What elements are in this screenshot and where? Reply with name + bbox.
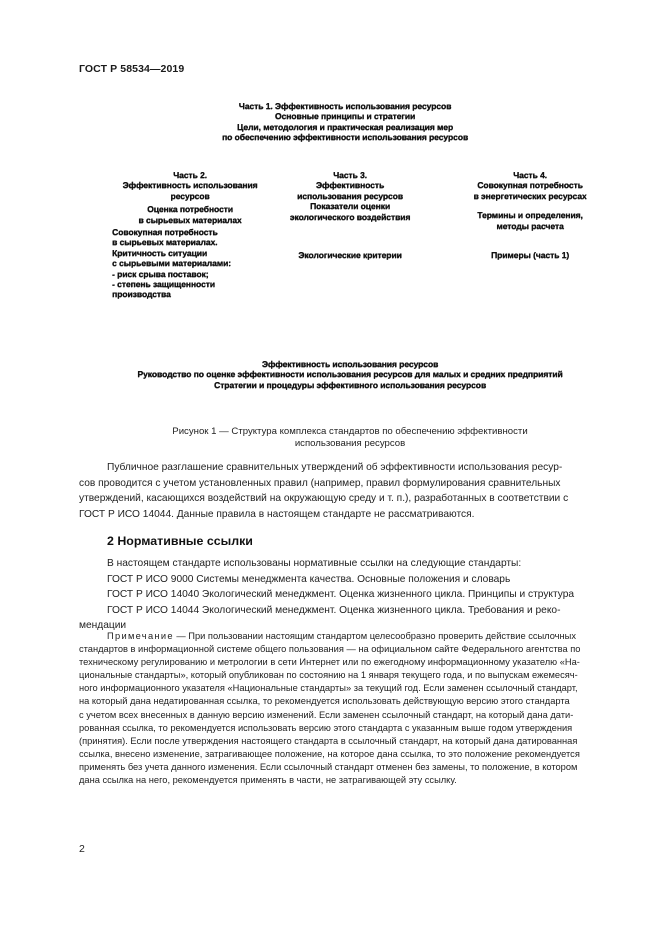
diagram-text-line: Оценка потребности <box>147 204 233 215</box>
diagram-part1-block <box>180 101 510 143</box>
note-line: техническому регулированию и метрологии в сети Интернет или по ежегодному информационному указателю «На- <box>79 657 580 668</box>
diagram-part3-block <box>265 170 435 222</box>
note-line: на который дана недатированная ссылка, то рекомендуется использовать действующую версию этого стандарта <box>79 696 570 707</box>
caption-line: Рисунок 1 — Структура комплекса стандартов по обеспечению эффективности <box>172 426 528 437</box>
diagram-text-line: Часть 4. <box>513 170 547 180</box>
paragraph-line: сов проводится с учетом установленных правил (например, правил формулирования сравнительных <box>79 477 561 489</box>
diagram-text-line: Эффективность использования ресурсов <box>261 359 439 369</box>
diagram-text-line: Примеры (часть 1) <box>490 250 570 260</box>
paragraph-line: утверждений, касающихся воздействий на окружающую среду и т. п.), разработанных в соответствии с <box>79 493 569 505</box>
reference-item: ГОСТ Р ИСО 14044 Экологический менеджмент. Оценка жизненного цикла. Требования и реко- <box>107 604 561 616</box>
diagram-text-line: в сырьевых материалах <box>138 214 242 225</box>
diagram-text-line: Часть 3. <box>333 170 367 180</box>
note-line: с учетом всех внесенных в данную версию изменений. Если заменен ссылочный стандарт, на который дана дати- <box>79 709 574 720</box>
diagram-text-line: в сырьевых материалах. <box>112 237 218 248</box>
paragraph-line: В настоящем стандарте использованы нормативные ссылки на следующие стандарты: <box>107 558 522 569</box>
note-line: ссылка, внесено изменение, затрагивающее положение, на которое дана ссылка, то это положение рекомендуется <box>79 748 580 759</box>
diagram-part3-criteria <box>265 250 435 260</box>
reference-item: ГОСТ Р ИСО 14040 Экологический менеджмент. Оценка жизненного цикла. Принципы и структура <box>107 589 575 601</box>
figure-caption <box>100 426 600 450</box>
note-first-line <box>79 630 595 643</box>
diagram-text-line: Цели, методология и практическая реализация мер <box>236 121 454 132</box>
caption-line: использования ресурсов <box>294 438 406 449</box>
section-heading: 2 Нормативные ссылки <box>107 534 253 548</box>
diagram-text-line: Критичность ситуации <box>112 247 208 258</box>
paragraph-line: ГОСТ Р ИСО 14044. Данные правила в настоящем стандарте не рассматриваются. <box>79 508 475 520</box>
diagram-text-line: - степень защищенности <box>112 279 215 290</box>
note-text: — При пользовании настоящим стандартом целесообразно проверить действие ссылочных <box>173 631 576 641</box>
diagram-text-line: Эффективность использования <box>122 180 258 191</box>
note-line: стандартов в информационной системе общего пользования — на официальном сайте Федерального агентства по <box>79 644 581 655</box>
diagram-text-line: в энергетических ресурсах <box>473 190 587 201</box>
diagram-text-line: по обеспечению эффективности использования ресурсов <box>221 132 469 143</box>
diagram-text-line: Стратегии и процедуры эффективного использования ресурсов <box>213 379 487 390</box>
diagram-text-line: Основные принципы и стратегии <box>274 111 416 122</box>
diagram-text-line: Экологические критерии <box>298 250 402 260</box>
note-label: Примечание <box>107 631 174 641</box>
diagram-part4-block <box>430 170 630 231</box>
diagram-text-line: Совокупная потребность <box>477 180 583 191</box>
diagram-text-line: - риск срыва поставок; <box>112 268 209 279</box>
note-line: (принятия). Если после утверждения настоящего стандарта в ссылочный стандарт, на который дана датированная <box>79 735 578 746</box>
diagram-text-line: Эффективность <box>315 180 385 191</box>
reference-item: ГОСТ Р ИСО 9000 Системы менеджмента качества. Основные положения и словарь <box>107 573 511 585</box>
note-line: дана ссылка на него, рекомендуется применять в части, не затрагивающей эту ссылку. <box>79 775 457 786</box>
note-line: циональные стандарты», который опубликован по состоянию на 1 января текущего года, и по выпускам ежемесяч- <box>79 670 578 681</box>
page-number: 2 <box>79 843 85 855</box>
diagram-text-line: Совокупная потребность <box>112 227 218 237</box>
note-line: применять без учета данного изменения. Если ссылочный стандарт отменен без замены, то положение, в котором <box>79 761 578 772</box>
diagram-text-line: производства <box>112 289 171 300</box>
note-line: ного информационного указателя «Национальные стандарты» за текущий год. Если заменен ссылочный стандарт, <box>79 683 578 694</box>
paragraph-line: Публичное разглашение сравнительных утверждений об эффективности использования ресур- <box>107 462 563 473</box>
diagram-text-line: Часть 1. Эффективность использования ресурсов <box>238 101 452 111</box>
diagram-part2-block <box>100 170 280 225</box>
diagram-text-line: ресурсов <box>170 190 210 201</box>
diagram-text-line: использования ресурсов <box>297 190 403 201</box>
note-line: рованная ссылка, то рекомендуется использовать версию этого стандарта с указанным выше годом утверждения <box>79 722 573 733</box>
paragraph-normative-references <box>79 556 594 634</box>
diagram-part2-details <box>112 227 282 300</box>
diagram-part4-examples <box>430 250 630 260</box>
standards-structure-diagram <box>0 0 661 400</box>
diagram-text-line: экологического воздействия <box>289 211 411 222</box>
diagram-text-line: Показатели оценки <box>309 201 391 212</box>
paragraph-line: мендации <box>79 620 127 632</box>
note-block <box>79 630 595 787</box>
diagram-text-line: Часть 2. <box>173 170 207 180</box>
diagram-text-line: Термины и определения, <box>477 210 583 221</box>
diagram-text-line: методы расчета <box>496 220 564 231</box>
standard-code-header: ГОСТ Р 58534—2019 <box>79 63 185 75</box>
diagram-text-line: Руководство по оценке эффективности использования ресурсов для малых и средних предприятий <box>137 369 563 380</box>
diagram-bottom-block <box>90 359 610 390</box>
paragraph-comparative-claims <box>79 460 594 522</box>
diagram-text-line: с сырьевыми материалами: <box>112 258 231 269</box>
